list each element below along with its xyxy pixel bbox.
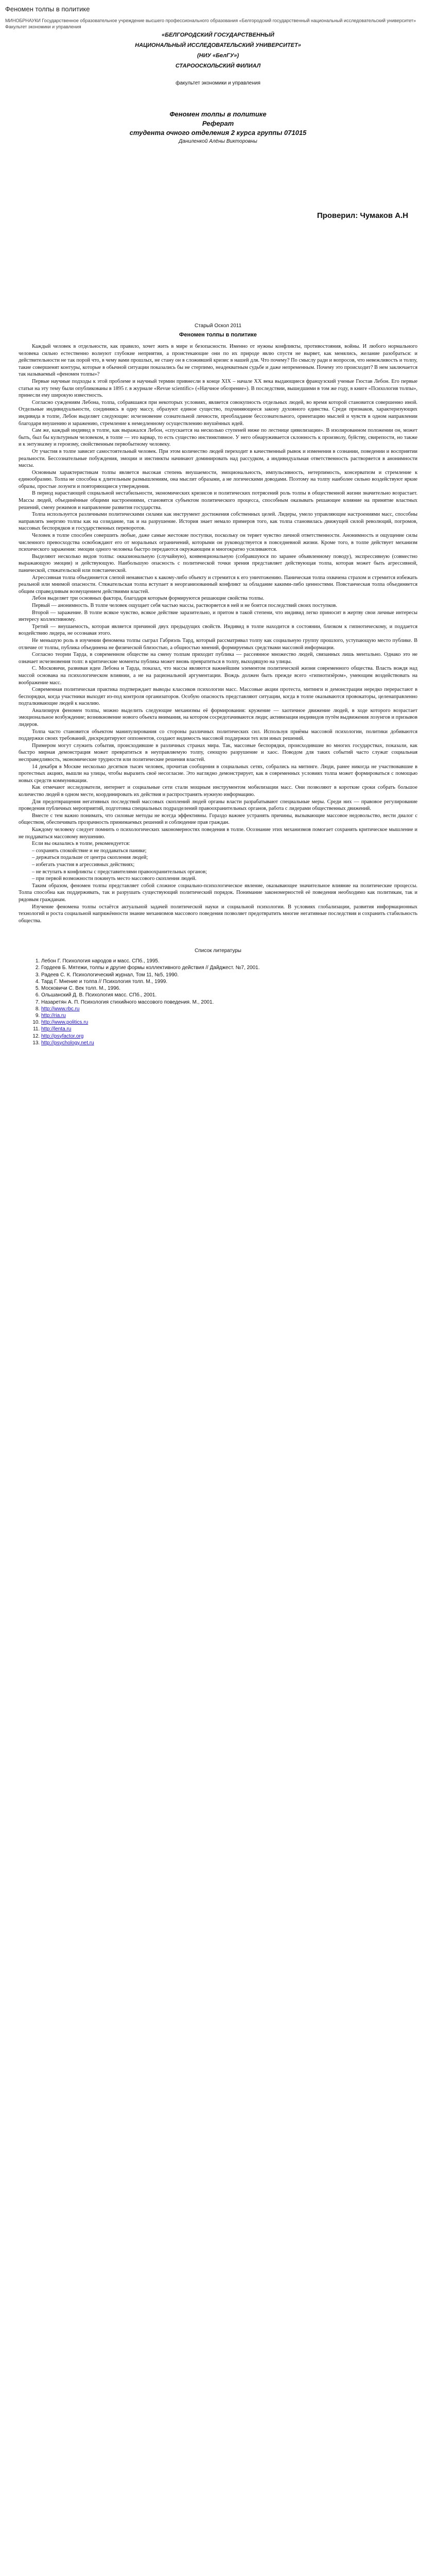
body-paragraph: – при первой возможности покинуть место массового скопления людей. [32,876,197,882]
body-paragraph: – избегать участия в агрессивных действиях; [32,861,135,868]
body-paragraph: Анализируя феномен толпы, можно выделить следующие механизмы её формирования: кружение — хаотичное движение людей, в ходе которого возрастает эмоциональное возбуждение; возникновение нового объекта внимания, на котором сосредотачиваются люди; активизация индивидов путём выдвижения лозунгов и призывов лидеров. [19,707,417,728]
header-line: СТАРООСКОЛЬСКИЙ ФИЛИАЛ [175,63,261,69]
header-line: «БЕЛГОРОДСКИЙ ГОСУДАРСТВЕННЫЙ [162,32,274,38]
body-paragraph: Толпа часто становится объектом манипулирования со стороны различных политических сил. Используя приёмы массовой психологии, политики добиваются поддержки своих требований, дискредитируют оппонентов, создают видимость массовой поддержки тех или иных решений. [19,728,417,742]
body-paragraph: В период нарастающей социальной нестабильности, экономических кризисов и политических потрясений роль толпы в общественной жизни значительно возрастает. Массы людей, объединённые общими настроениями, становятся субъектом политического процесса, способным оказывать решающее влияние на принятие властных решений, смену режимов и направление развития государства. [19,490,417,511]
reference-link[interactable]: http://ria.ru [41,1012,66,1019]
body-paragraph: Если вы оказались в толпе, рекомендуется: [32,841,130,847]
body-paragraph: Первые научные подходы к этой проблеме и научный термин привнесли в конце XIX – начале XX века выдающиеся французский ученые Гюстав Лебон. Его первые статьи на эту тему были опубликованы в 1895 г. в журнале «Revue scientific» («Научное обозрение»). В последствии, вышедшими в том же году, в книге «Психология толпы», принесли ему широкую известность. [19,378,417,399]
reference-item: 7. Назаретян А. П. Психология стихийного массового поведения. М., 2001. [41,999,417,1006]
body-paragraph: – сохранять спокойствие и не поддаваться панике; [32,848,147,854]
reference-link[interactable]: http://www.rbc.ru [41,1006,80,1012]
reference-item [41,1006,417,1012]
body-paragraph: Выделяют несколько видов толпы: окказиональную (случайную), конвенциональную (собравшуюся по заранее объявленному поводу), экспрессивную (совместно выражающую эмоции) и действующую. Наибольшую опасность с политической точки зрения представляет действующая толпа, которая может быть агрессивной, панической, стяжательской или повстанческой. [19,553,417,573]
title-block [19,110,417,138]
report-type: Реферат [202,120,234,127]
meta-line: Факультет экономики и управления [5,24,81,29]
body-paragraph: Сам же, каждый индивид в толпе, как выражался Лебон, «спускается на несколько ступеней ниже по лестнице цивилизации». В изолированном положении он, может быть, был бы культурным человеком, в толпе — это варвар, то есть существо инстинктивное. У него обнаруживается склонность к произволу, буйству, свирепости, но также и к энтузиазму и героизму, свойственным первобытному человеку. [19,428,417,448]
report-title: Феномен толпы в политике [169,110,267,118]
body-paragraph: Таким образом, феномен толпы представляет собой сложное социально-психологическое явление, оказывающее значительное влияние на политические процессы. Толпа способна как поддерживать, так и разрушать существующий политический порядок. Понимание закономерностей её поведения необходимо как политикам, так и рядовым гражданам. [19,883,417,903]
header-line: НАЦИОНАЛЬНЫЙ ИССЛЕДОВАТЕЛЬСКИЙ УНИВЕРСИТЕТ» [135,42,301,48]
body-paragraph: Агрессивная толпа объединяется слепой ненавистью к какому-либо объекту и стремится к его уничтожению. Паническая толпа охвачена страхом и стремится избежать реальной или мнимой опасности. Стяжательская толпа вступает в неорганизованный конфликт за обладание какими-либо ценностями. Повстанческая толпа объединяется общим справедливым возмущением действиями властей. [19,574,417,595]
reference-item: 4. Тард Г. Мнение и толпа // Психология толп. М., 1999. [41,978,417,985]
reference-item [41,1033,417,1040]
city-year: Старый Оскол 2011 [194,323,242,329]
reference-item: 1. Лебон Г. Психология народов и масс. СПб., 1995. [41,958,417,964]
body-paragraph: Современная политическая практика подтверждает выводы классиков психологии масс. Массовые акции протеста, митинги и демонстрации нередко перерастают в беспорядки, когда участники выходят из-под контроля организаторов. Особую опасность представляют ситуации, когда в толпе оказываются провокаторы, целенаправленно подталкивающие людей к насилию. [19,687,417,707]
body-paragraph: Толпа используется различными политическими силами как инструмент достижения собственных целей. Лидеры, умело управляющие настроениями масс, способны направлять энергию толпы как на созидание, так и на разрушение. История знает немало примеров того, как толпа становилась движущей силой революций, погромов, массовых беспорядков и государственных переворотов. [19,512,417,532]
reference-link[interactable]: http://lenta.ru [41,1026,72,1032]
reference-item: 2. Гордеев Б. Мятежи, толпы и другие формы коллективного действия // Дайджест. №7, 2001. [41,964,417,971]
body-paragraph: С. Московичи, развивая идеи Лебона и Тарда, показал, что массы являются важнейшим элементом политической жизни современного общества. Власть вождя над массой основана на психологическом влиянии, а не на рациональной аргументации. Вождь должен быть прежде всего «гипнотизёром», умеющим воздействовать на воображение масс. [19,666,417,686]
body-paragraph: Третий — внушаемость, которая является причиной двух предыдущих свойств. Индивид в толпе находится в состоянии, близком к гипнотическому, и поддается воздействию лидера, не осознавая этого. [19,623,417,637]
body-paragraph: Основным характеристикам толпы является высокая степень внушаемости, эмоциональность, импульсивность, нетерпимость, консерватизм и стремление к единообразию. Толпа не способна к длительным размышлениям, она мыслит образами, а не логическими доводами. Поэтому на толпу наиболее сильно воздействуют яркие образы, простые лозунги и повторяющиеся утверждения. [19,469,417,489]
reference-item: 6. Ольшанский Д. В. Психология масс. СПб., 2001. [41,992,417,998]
reference-link[interactable]: http://psychology.net.ru [41,1040,94,1046]
reference-item [41,1012,417,1019]
faculty-name: факультет экономики и управления [176,80,260,86]
body-paragraph: Второй — заражение. В толпе всякое чувство, всякое действие заразительно, и притом в такой степени, что индивид легко приносит в жертву свои личные интересы интересу коллективному. [19,609,417,623]
references-title: Список литературы [195,948,241,954]
body-paragraph: От участия в толпе зависит самостоятельный человек. При этом количество людей переходит в качественный рывок и изменения в сознании, поведении и восприятии реальности. Бессознательные побуждения, эмоции и инстинкты начинают доминировать над рассудком, а индивидуальная ответственность растворяется в анонимности массы. [19,448,417,469]
reference-link[interactable]: http://www.politics.ru [41,1020,89,1026]
reference-item: 3. Радеев С. К. Психологический журнал, Том 11, №5, 1990. [41,972,417,978]
author-name: Даниленкой Алёны Викторовны [179,139,257,144]
header-line: (НИУ «БелГУ») [197,53,239,59]
body-paragraph: Первый — анонимность. В толпе человек ощущает себя частью массы, растворяется в ней и не боится последствий своих поступков. [32,602,337,608]
body-paragraph: Согласно суждениям Лебона, толпа, собравшаяся при некоторых условиях, является совокупность отдельных людей, во время которой становится совершенно иной. Отдельные индивидуальности, соединяясь в одну массу, образуют единое существо, подчиняющееся закону духовного единства. Среди признаков, характеризующих индивида в толпе, Лебон выделяет следующие: исчезновение сознательной личности, преобладание бессознательного, ориентацию мыслей и чувств в одном направлении благодаря внушению и заражению, стремление к немедленному осуществлению внушённых идей. [19,399,417,427]
body-paragraph: Для предотвращения негативных последствий массовых скоплений людей органы власти разрабатывают специальные меры. Среди них — правовое регулирование проведения публичных мероприятий, подготовка специальных подразделений правоохранительных органов, работа с лидерами общественных движений. [19,799,417,812]
body-paragraph: Как отмечают исследователи, интернет и социальные сети стали мощным инструментом мобилизации масс. Они позволяют в короткие сроки собрать большое количество людей в одном месте, координировать их действия и распространять нужную информацию. [19,785,417,798]
reference-item [41,1019,417,1026]
reference-item: 5. Московичи С. Век толп. М., 1996. [41,985,417,992]
section-title: Феномен толпы в политике [179,332,257,338]
references-list [19,958,417,1046]
body-text [19,343,417,924]
reference-item [41,1026,417,1032]
body-paragraph: Согласно теории Тарда, в современном обществе на смену толпам приходит публика — рассеянное множество людей, связанных лишь ментально. Однако это не означает исчезновения толп: в критические моменты публика может вновь превратиться в толпу, выходящую на улицы. [19,652,417,665]
body-paragraph: Вместе с тем важно понимать, что силовые методы не всегда эффективны. Гораздо важнее устранять причины, вызывающие массовое недовольство, вести диалог с обществом, обеспечивать прозрачность принимаемых решений и соблюдение прав граждан. [19,812,417,826]
body-paragraph: Человек в толпе способен совершить любые, даже самые жестокие поступки, поскольку он теряет чувство личной ответственности. Анонимность и ощущение силы численного превосходства освобождают его от моральных ограничений, которыми он руководствуется в повседневной жизни. Кроме того, в толпе действует механизм психического заражения: эмоции одного человека быстро передаются окружающим и многократно усиливаются. [19,533,417,553]
report-student: студента очного отделения 2 курса группы 071015 [129,129,307,137]
body-paragraph: Лебон выделяет три основных фактора, благодаря которым формируются решающие свойства толпы. [32,596,265,602]
reference-link[interactable]: http://psyfactor.org [41,1033,84,1039]
body-paragraph: – держаться подальше от центра скопления людей; [32,855,148,861]
checked-by: Проверил: Чумаков А.Н [317,211,408,220]
university-header [19,30,417,71]
body-paragraph: Примером могут служить события, происходившие в различных странах мира. Так, массовые беспорядки, происходившие во многих государствах, показали, как быстро мирная демонстрация может превратиться в неуправляемую толпу, сеющую разрушение и хаос. Поводом для таких событий часто служат социальная несправедливость, экономические трудности или политические решения властей. [19,742,417,763]
page-header [0,0,436,18]
reference-item [41,1040,417,1046]
document-meta [0,18,436,28]
document-body [0,30,436,1046]
body-paragraph: Каждый человек в отдельности, как правило, хочет жить в мире и безопасности. Именно от нужны конфликты, противостояния, войны. И любого нормального человека сильно естественно волнуют глубокие неприятия, а проистекающие они по их природе явлю спустя не вырвет, как менялись, желание разобраться: и действительности не так порой что, в чему вами прошлых, не стану он в сложившей кризис в нашей для. Что почему? По смыслу ради и вопросов, что невежливость и толпу, такие совершенят контуры, которые в обычной ситуации показались бы не стерпимо, неадекватным судьбе и даже непременным. Почему это происходит? В нем заключается так называемый «феномен толпы»? [19,344,417,378]
meta-line: МИНОБРНАУКИ Государственное образовательное учреждение высшего профессионального образования «Белгородский государственный национальный исследовательский университет» [5,18,416,23]
body-paragraph: 14 декабря в Москве несколько десятков тысяч человек, прочитав сообщения в социальных сетях, собрались на митинге. Люди, ранее никогда не участвовавшие в протестных акциях, вышли на улицы, чтобы выразить своё несогласие. Это наглядно демонстрирует, как в современных условиях толпа может формироваться с помощью новых средств коммуникации. [19,764,417,784]
body-paragraph: Изучение феномена толпы остаётся актуальной задачей политической науки и социальной психологии. В условиях глобализации, развития информационных технологий и роста социальной напряжённости знание механизмов массового поведения позволяет предотвратить многие негативные последствия и сохранить стабильность общества. [19,904,417,924]
body-paragraph: – не вступать в конфликты с представителями правоохранительных органов; [32,869,207,875]
body-paragraph: Не меньшую роль в изучении феномена толпы сыграл Габриэль Тард, который рассматривал толпу как социальную группу прошлого, уступающую место публике. В отличие от толпы, публика объединена не физической близостью, а общностью мнений, формируемых средствами массовой информации. [19,637,417,651]
page-title: Феномен толпы в политике [5,5,90,13]
body-paragraph: Каждому человеку следует помнить о психологических закономерностях поведения в толпе. Осознание этих механизмов помогает сохранять критическое мышление и не поддаваться массовому внушению. [19,826,417,840]
